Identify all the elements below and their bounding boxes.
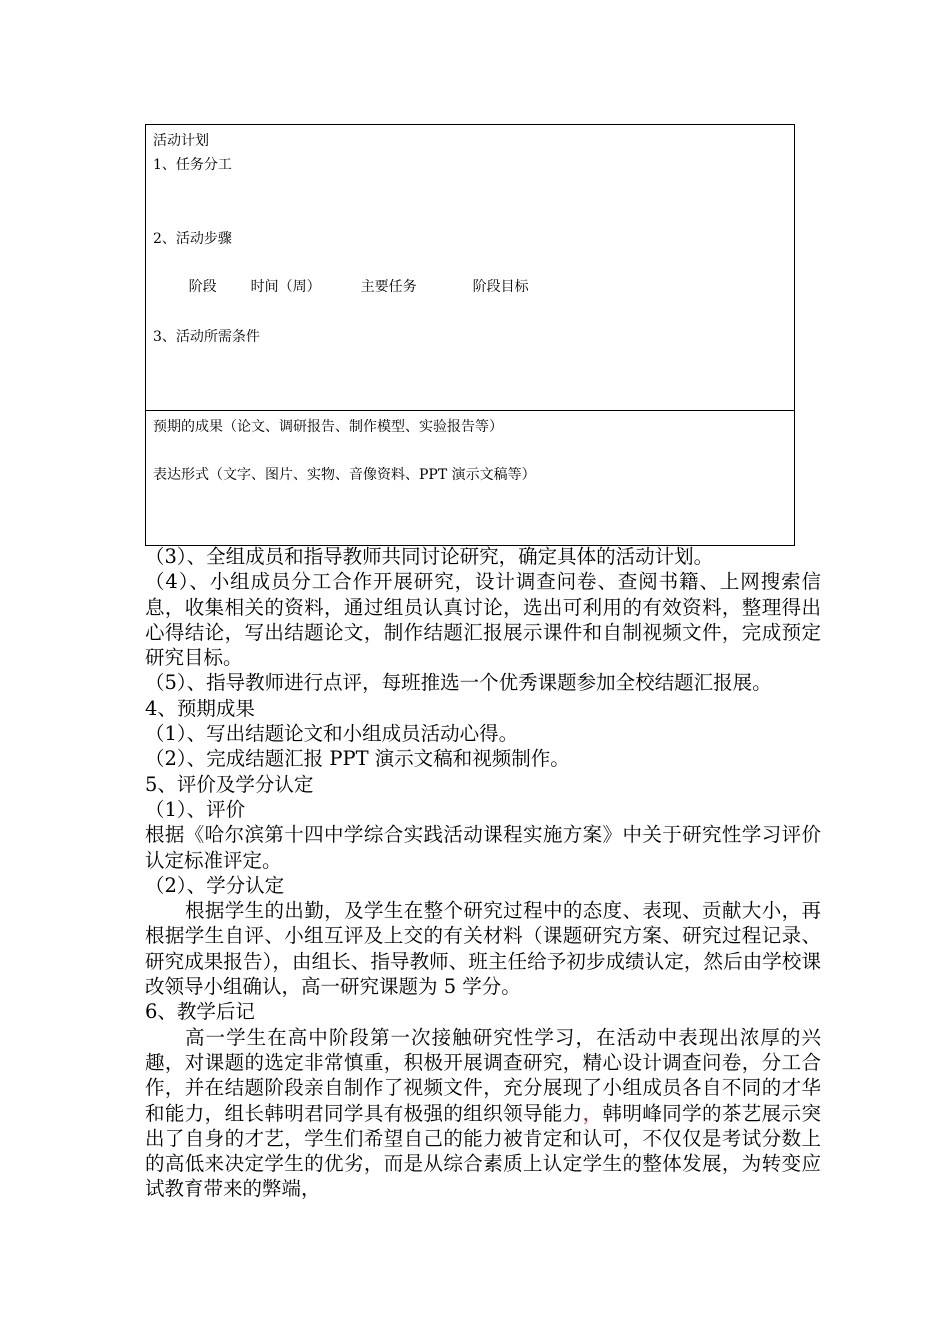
- task-division-label: 1、任务分工: [153, 157, 232, 173]
- col-main-task: 主要任务: [360, 279, 417, 295]
- paragraph-step-4: （4）、小组成员分工合作开展研究，设计调查问卷、查阅书籍、上网搜索信息，收集相关的资料，通过组员认真讨论，选出可利用的有效资料，整理得出心得结论，写出结题论文，制作结题汇报展示课件和自制视频文件，完成预定研究目标。: [145, 570, 821, 670]
- teaching-notes-part2: 韩明峰同学的茶艺展示突出了自身的才艺，学生们希望自己的能力被肯定和认可，不仅仅是考试分数上的高低来决定学生的优劣，而是从综合素质上认定学生的整体发展，为转变应试教育带来的弊端，: [145, 1101, 821, 1201]
- highlighted-comma: ，: [582, 1101, 603, 1125]
- col-stage: 阶段: [188, 279, 217, 295]
- heading-expected-results: 4、预期成果: [145, 696, 255, 720]
- paragraph-evaluation-label: （1）、评价: [145, 797, 246, 821]
- expected-results-line: 预期的成果（论文、调研报告、制作模型、实验报告等）: [153, 419, 503, 435]
- activity-steps-label: 2、活动步骤: [153, 231, 232, 247]
- heading-teaching-notes: 6、教学后记: [145, 1000, 255, 1024]
- paragraph-result-2: （2）、完成结题汇报 PPT 演示文稿和视频制作。: [145, 747, 570, 771]
- paragraph-teaching-notes: [145, 1025, 821, 1202]
- col-stage-goal: 阶段目标: [472, 279, 529, 295]
- paragraph-evaluation-text: 根据《哈尔滨第十四中学综合实践活动课程实施方案》中关于研究性学习评价认定标准评定。: [145, 823, 821, 872]
- paragraph-credit-text: 根据学生的出勤，及学生在整个研究过程中的态度、表现、贡献大小，再根据学生自评、小组互评及上交的有关材料（课题研究方案、研究过程记录、研究成果报告），由组长、指导教师、班主任给予初步成绩认定，然后由学校课改领导小组确认，高一研究课题为 5 学分。: [145, 899, 821, 999]
- activity-plan-table: [145, 124, 795, 546]
- expected-results-cell: [146, 411, 795, 546]
- required-conditions-label: 3、活动所需条件: [153, 329, 260, 345]
- col-time: 时间（周）: [250, 279, 321, 295]
- steps-columns: [153, 251, 787, 295]
- teaching-notes-part1: 高一学生在高中阶段第一次接触研究性学习，在活动中表现出浓厚的兴趣，对课题的选定非常慎重，积极开展调查研究，精心设计调查问卷，分工合作，并在结题阶段亲自制作了视频文件，充分展现了小组成员各自不同的才华和能力，组长韩明君同学具有极强的组织领导能力: [145, 1025, 821, 1125]
- paragraph-credit-label: （2）、学分认定: [145, 873, 285, 897]
- activity-plan-cell: [146, 125, 795, 411]
- paragraph-result-1: （1）、写出结题论文和小组成员活动心得。: [145, 722, 519, 746]
- expression-form-line: 表达形式（文字、图片、实物、音像资料、PPT 演示文稿等）: [153, 467, 536, 483]
- document-body: [145, 544, 821, 1202]
- heading-evaluation: 5、评价及学分认定: [145, 772, 314, 796]
- paragraph-step-5: （5）、指导教师进行点评，每班推选一个优秀课题参加全校结题汇报展。: [145, 671, 772, 695]
- paragraph-step-3: （3）、全组成员和指导教师共同讨论研究，确定具体的活动计划。: [145, 545, 714, 568]
- plan-heading: 活动计划: [153, 133, 209, 149]
